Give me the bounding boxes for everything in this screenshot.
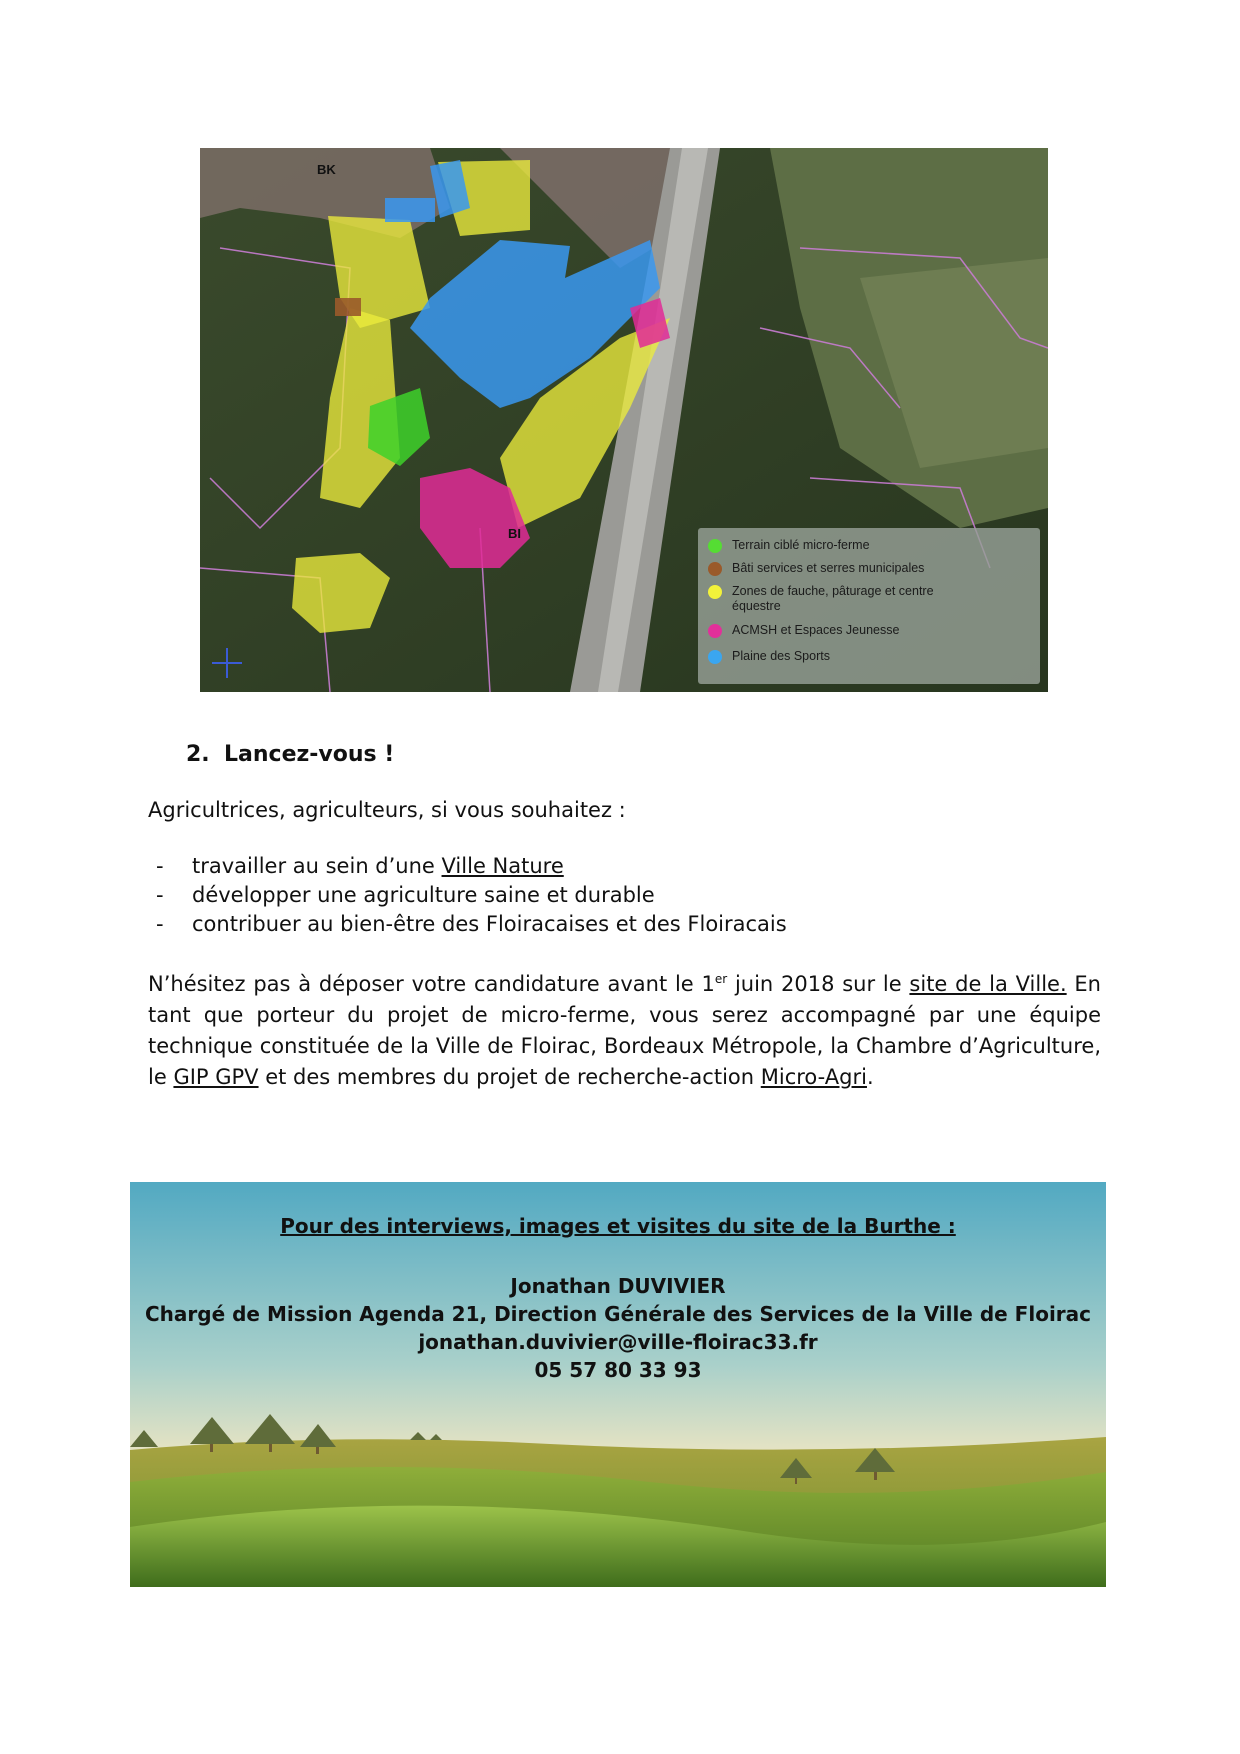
list-item (148, 852, 787, 881)
list-item (148, 881, 787, 910)
legend-item (708, 561, 1028, 576)
bullet-dash: - (156, 854, 164, 878)
paragraph-text: et des membres du projet de recherche-action (258, 1065, 761, 1089)
contact-name: Jonathan DUVIVIER (510, 1274, 726, 1298)
legend-item (708, 584, 958, 614)
ordinal-superscript: er (714, 972, 728, 986)
brown-dot-icon (708, 562, 722, 576)
legend-label: ACMSH et Espaces Jeunesse (732, 623, 900, 637)
intro-text: Agricultrices, agriculteurs, si vous souhaitez : (148, 798, 626, 822)
legend-item (708, 538, 1028, 553)
site-map (200, 148, 1048, 692)
gip-gpv-link[interactable]: GIP GPV (173, 1065, 259, 1089)
map-label-bk: BK (317, 162, 336, 177)
contact-role: Chargé de Mission Agenda 21, Direction Générale des Services de la Ville de Floirac (144, 1302, 1092, 1326)
compass-icon (212, 648, 242, 678)
magenta-dot-icon (708, 624, 722, 638)
yellow-dot-icon (708, 585, 722, 599)
section-number: 2. (186, 742, 210, 767)
section-title: Lancez-vous ! (224, 742, 395, 767)
bullet-text: travailler au sein d’une (192, 854, 442, 878)
green-dot-icon (708, 539, 722, 553)
bullet-text: développer une agriculture saine et durable (192, 883, 655, 907)
paragraph-text: juin 2018 sur le (727, 972, 910, 996)
legend-item (708, 623, 1028, 638)
legend-label: Zones de fauche, pâturage et centre équestre (732, 584, 934, 613)
body-paragraph (148, 964, 1101, 1093)
bullet-list (148, 852, 787, 939)
legend-label: Terrain ciblé micro-ferme (732, 538, 870, 552)
contact-phone: 05 57 80 33 93 (534, 1358, 702, 1382)
map-legend (698, 528, 1040, 684)
contact-title: Pour des interviews, images et visites du site de la Burthe : (280, 1214, 956, 1238)
list-item (148, 910, 787, 939)
bullet-dash: - (156, 912, 164, 936)
legend-item (708, 649, 1028, 664)
landscape-illustration (130, 1182, 1106, 1587)
legend-label: Plaine des Sports (732, 649, 830, 663)
blue-dot-icon (708, 650, 722, 664)
contact-banner (130, 1182, 1106, 1587)
micro-agri-link[interactable]: Micro-Agri (760, 1065, 867, 1089)
map-label-bi: BI (508, 526, 521, 541)
section-heading (186, 742, 394, 767)
paragraph-text: . (866, 1065, 874, 1089)
paragraph-text: En tant que porteur du projet de micro-ferme, vous serez accompagné par une équipe technique constituée de la Ville de Floirac, Bordeaux Métropole, la Chambre d’Agriculture, le (148, 972, 1101, 1089)
contact-email[interactable]: jonathan.duvivier@ville-floirac33.fr (418, 1330, 818, 1354)
legend-label: Bâti services et serres municipales (732, 561, 925, 575)
bullet-dash: - (156, 883, 164, 907)
paragraph-text: N’hésitez pas à déposer votre candidature avant le 1 (148, 972, 715, 996)
site-de-la-ville-link[interactable]: site de la Ville. (909, 972, 1067, 996)
bullet-text: contribuer au bien-être des Floiracaises et des Floiracais (192, 912, 787, 936)
ville-nature-link[interactable]: Ville Nature (441, 854, 564, 878)
